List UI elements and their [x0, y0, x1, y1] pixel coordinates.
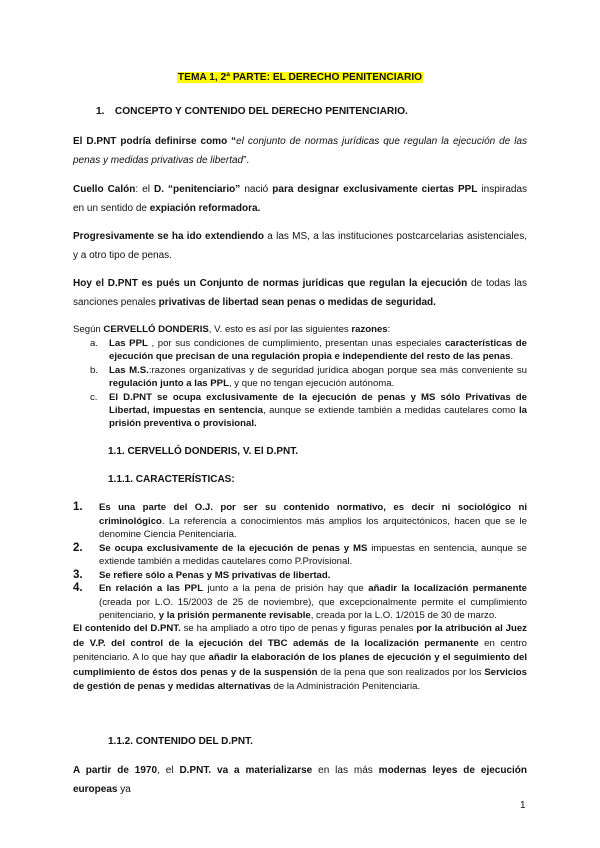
subheading-1-1-1: 1.1.1. CARACTERÍSTICAS:: [108, 474, 235, 485]
paragraph-hoy: Hoy el D.PNT es pués un Conjunto de normas jurídicas que regulan la ejecución de todas las sanciones penales privativas de libertad sean penas o medidas de seguridad.: [73, 278, 527, 308]
subheading-1-1: 1.1. CERVELLÓ DONDERIS, V. El D.PNT.: [108, 446, 299, 457]
highlighted-title-text: TEMA 1, 2ª PARTE: EL DERECHO PENITENCIARIO: [177, 72, 423, 83]
list-item: 4. En relación a las PPL junto a la pena de prisión hay que añadir la localización permanente (creada por L.O. 15/2003 de 25 de noviembre), que excepcionalmente permite el cumplimiento penitenciario, y la prisión permanente revisable, creada por la L.O. 1/2015 de 30 de marzo.: [73, 582, 527, 621]
section-number: 1.: [96, 106, 105, 117]
paragraph-definition: El D.PNT podría definirse como “el conjunto de normas jurídicas que regulan la ejecución de las penas y medidas privativas de libertad”.: [73, 136, 528, 166]
list-item: 3. Se refiere sólo a Penas y MS privativas de libertad.: [73, 568, 331, 581]
page-number: 1: [520, 800, 526, 811]
list-item: 2. Se ocupa exclusivamente de la ejecución de penas y MS impuestas en sentencia, aunque se extiende también a medidas cautelares como P.Provisional.: [73, 541, 527, 567]
paragraph-cervello: Según CERVELLÓ DONDERIS, V. esto es así por las siguientes razones:: [73, 324, 391, 335]
list-item: b. Las M.S.:razones organizativas y de seguridad jurídica abogan porque sea más conveniente su regulación junto a las PPL, y que no tengan ejecución autónoma.: [90, 365, 528, 389]
list-item: 1. Es una parte del O.J. por ser su contenido normativo, es decir ni sociológico ni criminológico. La referencia a conocimientos más amplios los arquitectónicos, hacen que se le denomine Ciencia Penitenciaria.: [73, 501, 527, 540]
reasons-list: [73, 337, 527, 431]
section-heading-text: CONCEPTO Y CONTENIDO DEL DERECHO PENITENCIARIO.: [114, 106, 408, 117]
paragraph-contenido: El contenido del D.PNT. se ha ampliado a otro tipo de penas y figuras penales por la atribución al Juez de V.P. del control de la ejecución del TBC además de la localización permanente en centro penitenciario. A lo que hay que añadir la elaboración de los planes de ejecución y el seguimiento del cumplimiento de éstos dos penas y de la suspensión de la pena que son realizados por los Servicios de gestión de penas y medidas alternativas de la Administración Penitenciaria.: [73, 623, 528, 692]
list-item: c. El D.PNT se ocupa exclusivamente de la ejecución de penas y MS sólo Privativas de Libertad, impuestas en sentencia, aunque se extiende también a medidas cautelares como la prisión preventiva o provisional.: [90, 392, 528, 429]
subheading-1-1-2: 1.1.2. CONTENIDO DEL D.PNT.: [108, 736, 253, 747]
paragraph-cuello-calon: Cuello Calón: el D. “penitenciario” nació para designar exclusivamente ciertas PPL inspiradas en un sentido de expiación reformadora.: [73, 184, 528, 214]
list-item: a. Las PPL , por sus condiciones de cumplimiento, presentan unas especiales características de ejecución que precisan de una regulación propia e independiente del resto de las penas.: [90, 338, 527, 362]
paragraph-1970: A partir de 1970, el D.PNT. va a materializarse en las más modernas leyes de ejecución europeas ya: [73, 765, 528, 795]
section-heading-1: [96, 106, 408, 117]
paragraph-progresivamente: Progresivamente se ha ido extendiendo a las MS, a las instituciones postcarcelarias asistenciales, y a otro tipo de penas.: [73, 231, 527, 261]
characteristics-list: [73, 501, 527, 623]
page-title: [0, 72, 600, 83]
